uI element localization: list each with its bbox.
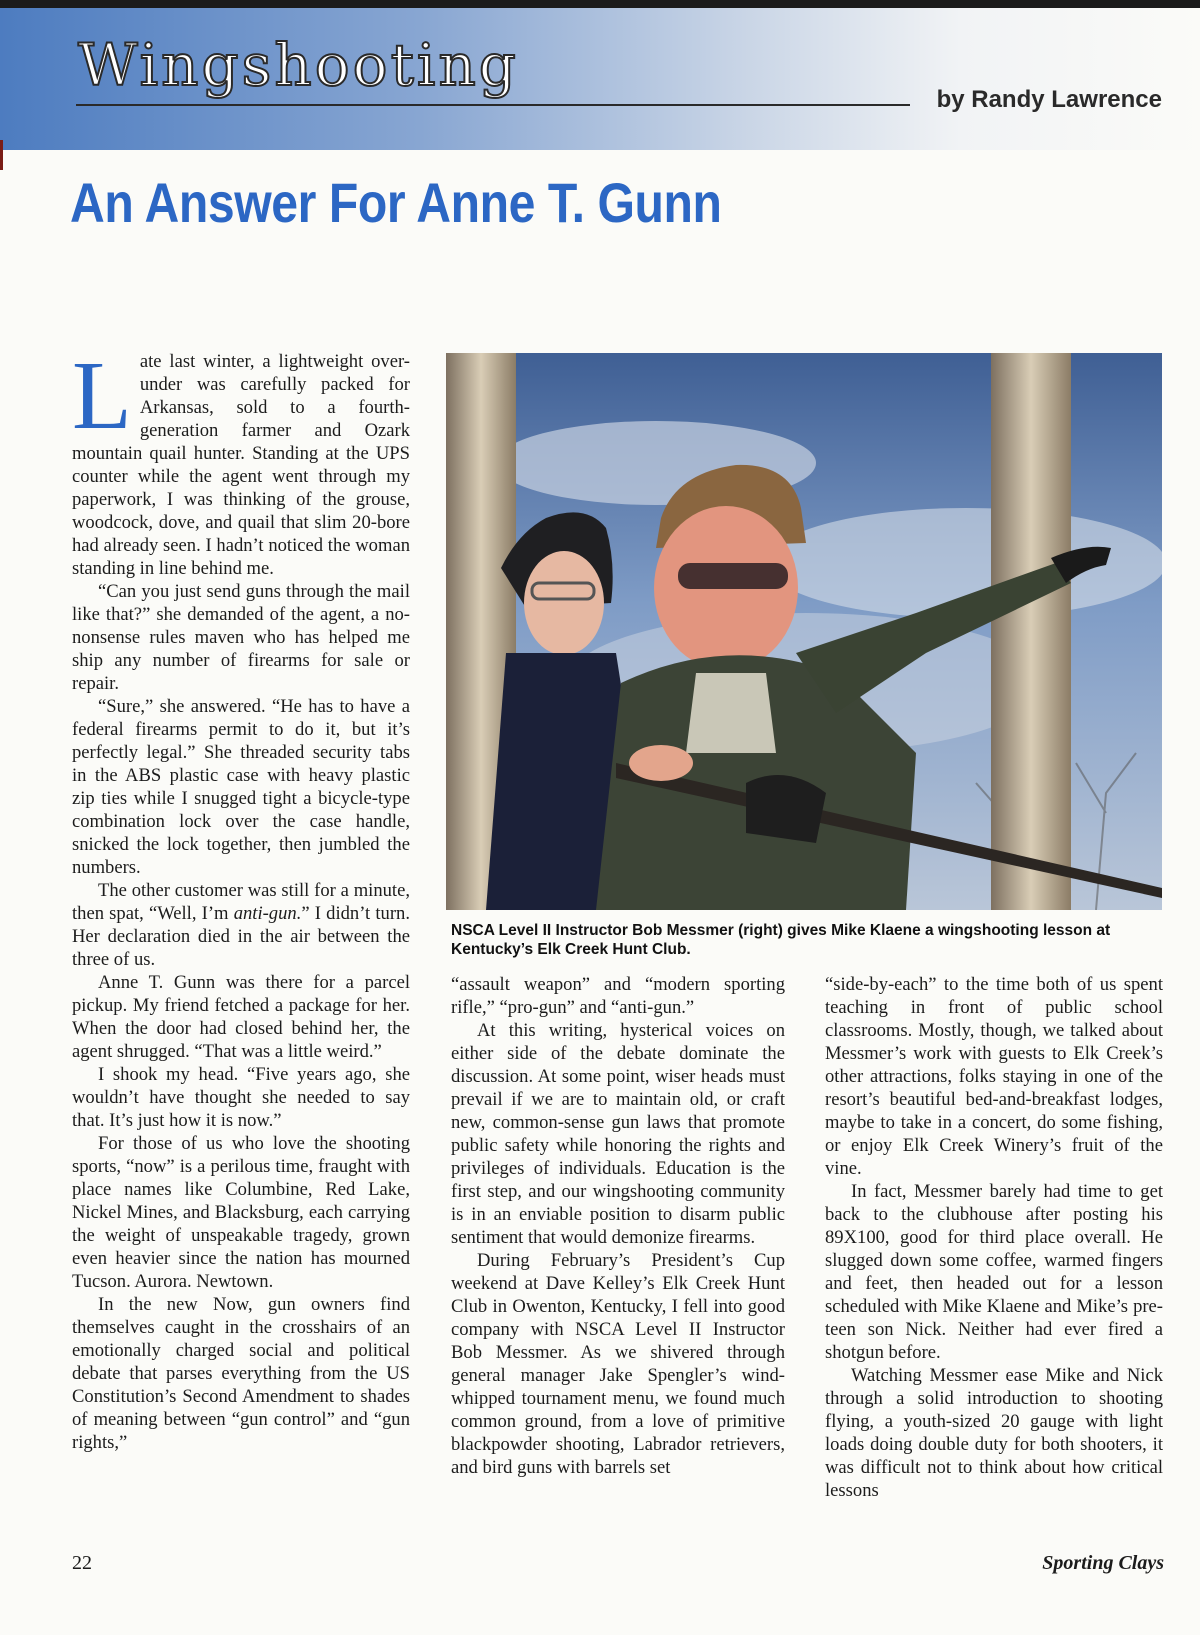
paragraph: During February’s President’s Cup weekend at Dave Kelley’s Elk Creek Hunt Club in Owenton, Kentucky, I fell into good company with NSCA Level II Instructor Bob Messmer. As we shivered through general manager Jake Spengler’s wind-whipped tournament menu, we found much common ground, from a love of primitive blackpowder shooting, Labrador retrievers, and bird guns with barrels set (451, 1250, 785, 1478)
magazine-name: Sporting Clays (1042, 1552, 1164, 1574)
paragraph: Anne T. Gunn was there for a parcel pickup. My friend fetched a package for her. When the door had closed behind her, the agent shrugged. “That was a little weird.” (72, 972, 410, 1062)
paragraph: “assault weapon” and “modern sporting rifle,” “pro-gun” and “anti-gun.” (451, 974, 785, 1018)
paragraph-text: ate last winter, a lightweight over-under was carefully packed for Arkansas, sold to a fourth-generation farmer and Ozark mountain quail hunter. Standing at the UPS counter while the agent went through my paperwork, I was thinking of the grouse, woodcock, dove, and quail that slim 20-bore had already seen. I hadn’t noticed the woman standing in line behind me. (72, 351, 410, 579)
drop-cap: L (72, 342, 132, 450)
paragraph: In fact, Messmer barely had time to get back to the clubhouse after posting his 89X100, good for third place overall. He slugged down some coffee, warmed fingers and feet, then headed out for a lesson scheduled with Mike Klaene and Mike’s pre-teen son Nick. Neither had ever fired a shotgun before. (825, 1181, 1163, 1363)
paragraph (72, 879, 410, 971)
paragraph: At this writing, hysterical voices on either side of the debate dominate the discussion. At some point, wiser heads must prevail if we are to maintain old, or craft new, common-sense gun laws that promote public safety while honoring the rights and privileges of individuals. Education is the first step, and our wingshooting community is in an enviable position to disarm public sentiment that would demonize firearms. (451, 1020, 785, 1248)
article-column-1 (72, 342, 410, 1454)
paragraph (72, 342, 410, 580)
section-title: Wingshooting (78, 31, 519, 99)
paragraph-text: The other customer was still for a minute, then spat, “Well, I’m (72, 880, 410, 924)
article-column-3 (825, 973, 1163, 1502)
photo-caption: NSCA Level II Instructor Bob Messmer (right) gives Mike Klaene a wingshooting lesson at Kentucky’s Elk Creek Hunt Club. (451, 922, 1111, 958)
article-photo (446, 353, 1162, 910)
paragraph: For those of us who love the shooting sports, “now” is a perilous time, fraught with place names like Columbine, Red Lake, Nickel Mines, and Blacksburg, each carrying the weight of unspeakable tragedy, grown even heavier since the nation has mourned Tucson. Aurora. Newtown. (72, 1133, 410, 1292)
byline: by Randy Lawrence (936, 86, 1162, 113)
emphasis-text: anti-gun. (233, 903, 302, 924)
header-rule (76, 104, 910, 106)
paragraph: Watching Messmer ease Mike and Nick through a solid introduction to shooting flying, a youth-sized 20 gauge with light loads doing double duty for both shooters, it was difficult not to think about how critical lessons (825, 1365, 1163, 1501)
top-border (0, 0, 1200, 8)
photo-illustration (446, 353, 1162, 910)
paragraph: “side-by-each” to the time both of us spent teaching in front of public school classrooms. Mostly, though, we talked about Messmer’s work with guests to Elk Creek’s other attractions, folks staying in one of the resort’s beautiful bed-and-breakfast lodges, maybe to take in a concert, do some fishing, or enjoy Elk Creek Winery’s fruit of the vine. (825, 974, 1163, 1179)
paragraph-text: ” I didn’t turn. Her declaration died in the air between the three of us. (72, 903, 410, 970)
paragraph: I shook my head. “Five years ago, she wouldn’t have thought she needed to say that. It’s just how it is now.” (72, 1064, 410, 1131)
page-number: 22 (72, 1552, 92, 1574)
article-headline: An Answer For Anne T. Gunn (70, 171, 722, 234)
paragraph: “Sure,” she answered. “He has to have a federal firearms permit to do it, but it’s perfectly legal.” She threaded security tabs in the ABS plastic case with heavy plastic zip ties while I snugged tight a bicycle-type combination lock over the case handle, snicked the lock together, then jumbled the numbers. (72, 696, 410, 878)
paragraph: In the new Now, gun owners find themselves caught in the crosshairs of an emotionally charged social and political debate that parses everything from the US Constitution’s Second Amendment to shades of meaning between “gun control” and “gun rights,” (72, 1294, 410, 1453)
article-column-2 (451, 973, 785, 1479)
paragraph: “Can you just send guns through the mail like that?” she demanded of the agent, a no-nonsense rules maven who has helped me ship any number of firearms for sale or repair. (72, 581, 410, 694)
left-margin-mark (0, 140, 3, 170)
